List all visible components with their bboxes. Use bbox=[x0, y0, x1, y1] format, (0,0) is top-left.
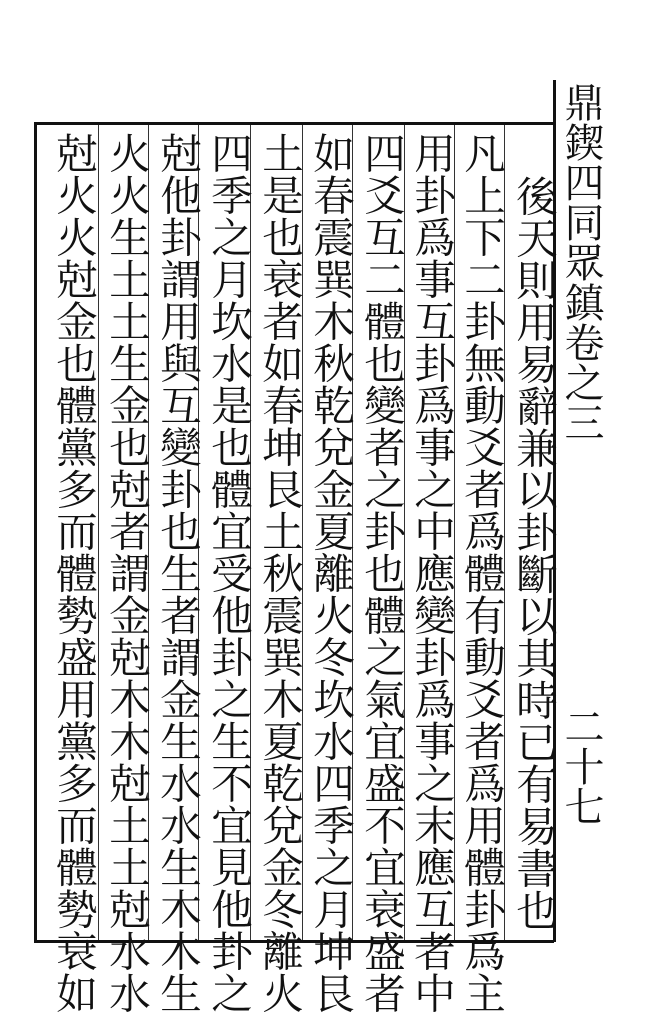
text-column-5: 如春震巽木秋乾兌金夏離火冬坎水四季之月坤艮 bbox=[306, 132, 355, 1014]
text-column-2: 凡上下二卦無動爻者爲體有動爻者爲用體卦爲主 bbox=[457, 132, 506, 1014]
text-column-10: 尅火火尅金也體黨多而體勢盛用黨多而體勢衰如 bbox=[49, 132, 98, 1014]
margin-book-title: 鼎鍥四同眾鎮卷之三 bbox=[558, 82, 604, 442]
text-column-1: 後天則用易辭兼以卦斷以其時已有易書也 bbox=[509, 175, 558, 931]
text-column-3: 用卦爲事互卦爲事之中應變卦爲事之末應互者中 bbox=[407, 132, 456, 1014]
text-column-6: 土是也衰者如春坤艮土秋震巽木夏乾兌金冬離火 bbox=[255, 132, 304, 1014]
margin-page-number: 二十七 bbox=[558, 706, 604, 826]
text-column-8: 尅他卦謂用與互變卦也生者謂金生水水生木木生 bbox=[153, 132, 202, 1014]
text-column-9: 火火生土土生金也尅者謂金尅木木尅土土尅水水 bbox=[102, 132, 151, 1014]
frame-left-border bbox=[34, 122, 37, 942]
text-column-7: 四季之月坎水是也體宜受他卦之生不宜見他卦之 bbox=[204, 132, 253, 1014]
frame-top-border bbox=[34, 122, 554, 125]
text-column-4: 四爻互二體也變者之卦也體之氣宜盛不宜衰盛者 bbox=[357, 132, 406, 1014]
column-rule bbox=[98, 125, 99, 940]
